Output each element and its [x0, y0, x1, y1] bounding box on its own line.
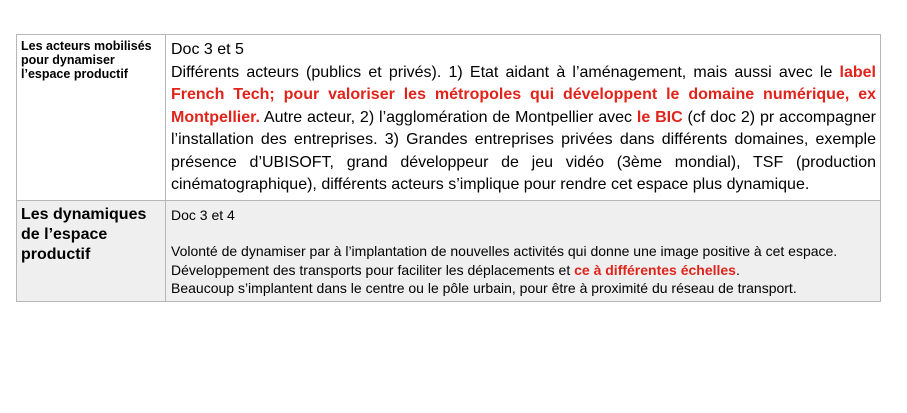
doc-reference: Doc 3 et 5	[171, 41, 244, 58]
row-paragraph: Beaucoup s’implantent dans le centre ou le pôle urbain, pour être à proximité du réseau de transport.	[171, 280, 797, 297]
table-row	[17, 35, 881, 201]
row-label: Les dynamiques de l’espace productif	[17, 200, 166, 301]
blank-line	[171, 224, 876, 242]
text-segment: Différents acteurs (publics et privés). 1) Etat aidant à l’aménagement, mais aussi avec le	[171, 63, 840, 81]
table-row	[17, 200, 881, 301]
highlighted-text: label French Tech; pour valoriser les métropoles qui développent le domaine numérique, ex Montpellier.	[171, 63, 876, 126]
text-segment: (cf doc 2) pr accompagner l’installation des entreprises. 3) Grandes entreprises privées dans différents domaines, exemple présence d’UBISOFT, grand développeur de jeu vidéo (3ème mondial), TSF (production cinématographique), différents acteurs s’implique pour rendre cet espace plus dynamique.	[171, 108, 876, 193]
text-segment: .	[735, 261, 740, 278]
row-paragraph	[171, 62, 876, 197]
row-label: Les acteurs mobilisés pour dynamiser l’espace productif	[17, 35, 166, 201]
content-table	[16, 34, 881, 302]
row-content	[166, 200, 881, 301]
text-segment: Autre acteur, 2) l’agglomération de Montpellier avec	[259, 108, 637, 126]
highlighted-text: le BIC	[636, 108, 683, 126]
row-paragraph: Volonté de dynamiser par à l’implantation de nouvelles activités qui donne une image positive à cet espace.	[171, 243, 838, 260]
row-content	[166, 35, 881, 201]
highlighted-text: ce à différentes échelles	[574, 261, 736, 278]
text-segment: Développement des transports pour faciliter les déplacements et	[171, 261, 575, 278]
doc-reference: Doc 3 et 4	[171, 206, 235, 223]
row-paragraph	[171, 261, 876, 279]
